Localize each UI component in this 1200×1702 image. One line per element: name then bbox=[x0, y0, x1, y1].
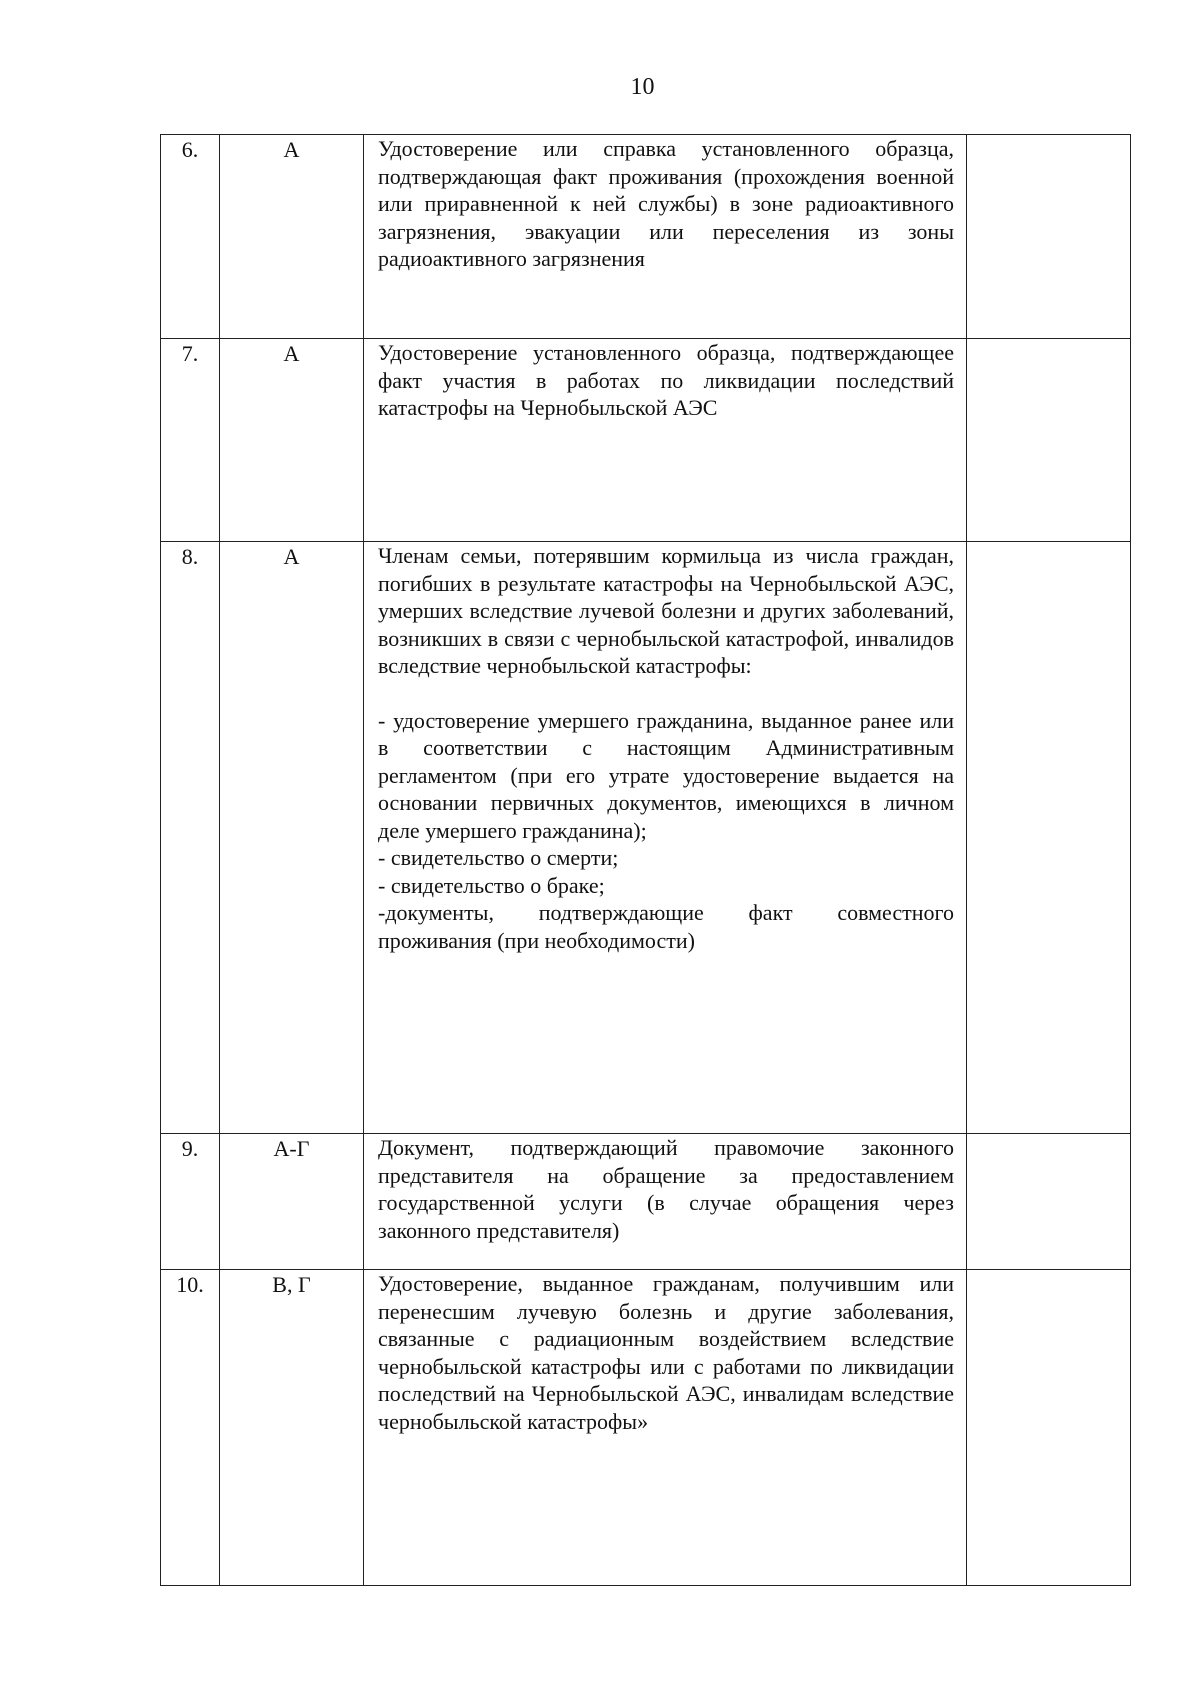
description-text: Членам семьи, потерявшим кормильца из числа граждан, погибших в результате катастрофы на Чернобыльской АЭС, умерших вследствие лучевой болезни и других заболеваний, возникших в связи с чернобыльской катастрофой, инвалидов вследствие чернобыльской катастрофы: bbox=[378, 543, 954, 678]
description-cell bbox=[364, 135, 967, 339]
category-cell: В, Г bbox=[220, 1270, 364, 1586]
list-item: - свидетельство о смерти; bbox=[378, 845, 619, 870]
paragraph-spacer bbox=[378, 680, 954, 707]
list-item: - свидетельство о браке; bbox=[378, 872, 605, 898]
notes-cell bbox=[967, 1270, 1131, 1586]
documents-table bbox=[160, 134, 1131, 1586]
notes-cell bbox=[967, 135, 1131, 339]
notes-cell bbox=[967, 1134, 1131, 1270]
table-row bbox=[161, 339, 1131, 542]
list-item: -документы, подтверждающие факт совместного проживания (при необходимости) bbox=[378, 900, 954, 953]
category-cell: А bbox=[220, 135, 364, 339]
row-number-cell: 7. bbox=[161, 339, 220, 542]
table-row bbox=[161, 1270, 1131, 1586]
list-item: - удостоверение умершего гражданина, выданное ранее или в соответствии с настоящим Административным регламентом (при его утрате удостоверение выдается на основании первичных документов, имеющихся в личном деле умершего гражданина); bbox=[378, 707, 954, 843]
description-text: Удостоверение, выданное гражданам, получившим или перенесшим лучевую болезнь и другие заболевания, связанные с радиационным воздействием вследствие чернобыльской катастрофы или с работами по ликвидации последствий на Чернобыльской АЭС, инвалидам вследствие чернобыльской катастрофы» bbox=[378, 1271, 954, 1434]
description-text: Удостоверение или справка установленного образца, подтверждающая факт проживания (прохождения военной или приравненной к ней службы) в зоне радиоактивного загрязнения, эвакуации или переселения из зоны радиоактивного загрязнения bbox=[378, 136, 954, 271]
row-number-cell: 9. bbox=[161, 1134, 220, 1270]
category-cell: А bbox=[220, 339, 364, 542]
row-number-cell: 8. bbox=[161, 542, 220, 1134]
description-cell bbox=[364, 542, 967, 1134]
description-cell bbox=[364, 1270, 967, 1586]
table-row bbox=[161, 135, 1131, 339]
notes-cell bbox=[967, 339, 1131, 542]
description-text: Документ, подтверждающий правомочие законного представителя на обращение за предоставлением государственной услуги (в случае обращения через законного представителя) bbox=[378, 1135, 954, 1243]
description-text: Удостоверение установленного образца, подтверждающее факт участия в работах по ликвидации последствий катастрофы на Чернобыльской АЭС bbox=[378, 340, 954, 420]
row-number-cell: 6. bbox=[161, 135, 220, 339]
page-number: 10 bbox=[630, 74, 655, 100]
table-row bbox=[161, 542, 1131, 1134]
category-cell: А-Г bbox=[220, 1134, 364, 1270]
notes-cell bbox=[967, 542, 1131, 1134]
description-cell bbox=[364, 1134, 967, 1270]
description-cell bbox=[364, 339, 967, 542]
category-cell: А bbox=[220, 542, 364, 1134]
table-row bbox=[161, 1134, 1131, 1270]
row-number-cell: 10. bbox=[161, 1270, 220, 1586]
